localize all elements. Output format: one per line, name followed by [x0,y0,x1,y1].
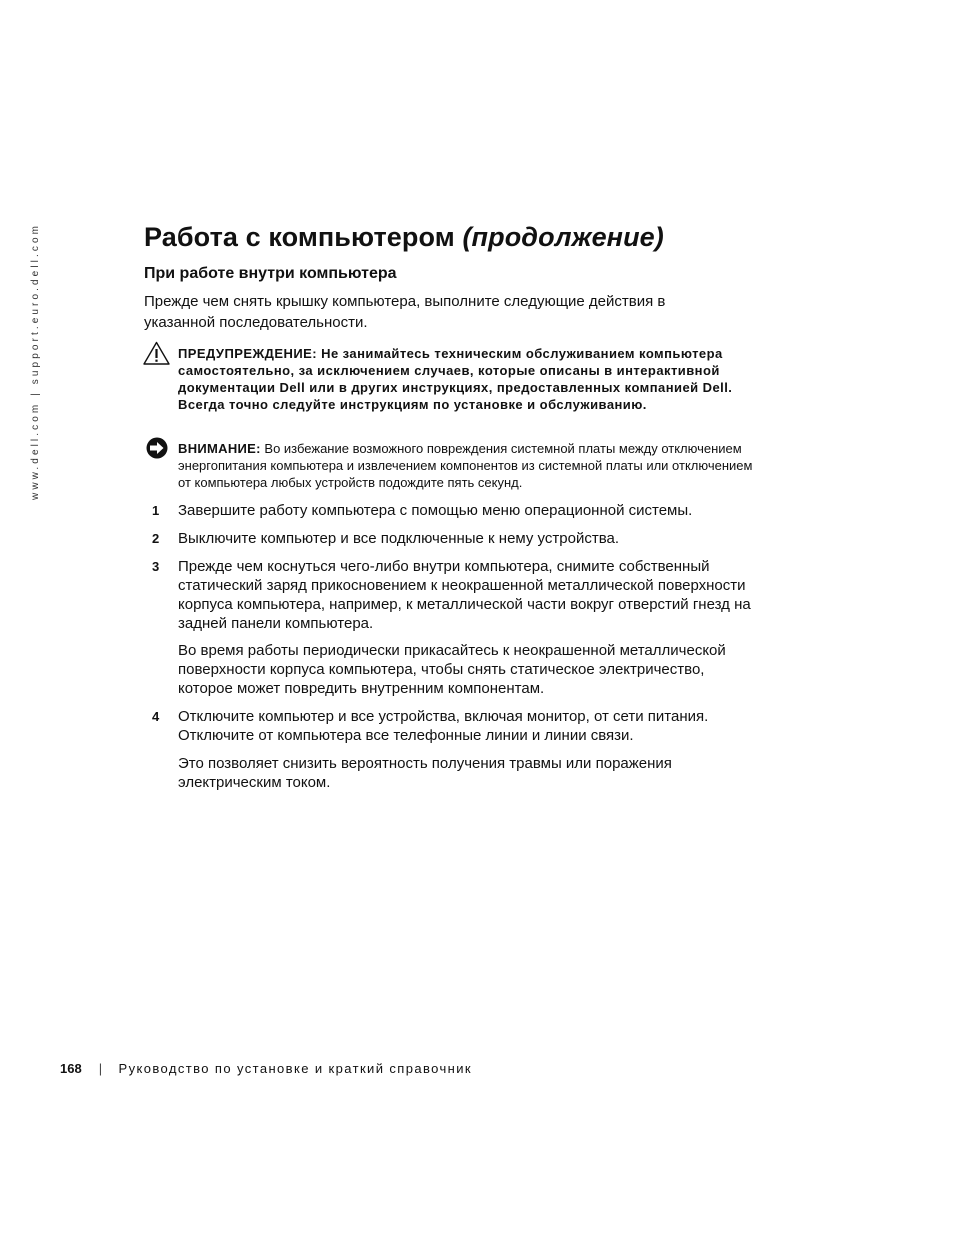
section-title: При работе внутри компьютера [144,265,397,282]
notice-arrow-icon [146,437,168,459]
page-title [144,222,664,253]
warning-triangle-icon [143,341,170,365]
step-text: Завершите работу компьютера с помощью меню операционной системы. [178,502,693,519]
notice-text [178,440,758,491]
step-text: Выключите компьютер и все подключенные к нему устройства. [178,530,620,547]
step-text: Прежде чем коснуться чего-либо внутри компьютера, снимите собственный статический заряд прикосновением к неокрашенной металлической поверхности корпуса компьютера, например, к металлической части вокруг отверстий гнезд на задней панели компьютера. [178,558,751,632]
warning-text: ПРЕДУПРЕЖДЕНИЕ: Не занимайтесь техническим обслуживанием компьютера самостоятельно, за исключением случаев, которые описаны в интерактивной документации Dell или в других инструкциях, предоставленных компанией Dell. Всегда точно следуйте инструкциям по установке и обслуживанию. [178,346,733,412]
side-url: www.dell.com | support.euro.dell.com [30,222,41,500]
step-text: Отключите компьютер и все устройства, включая монитор, от сети питания. Отключите от компьютера все телефонные линии и линии связи. [178,708,709,744]
page-title-continued: (продолжение) [462,222,664,252]
intro-paragraph: Прежде чем снять крышку компьютера, выполните следующие действия в указанной последовательности. [144,293,666,331]
step-number: 4 [152,709,160,724]
step-note: Это позволяет снизить вероятность получения травмы или поражения электрическим током. [178,755,672,791]
page-number: 168 [60,1061,82,1076]
step-note: Во время работы периодически прикасайтесь к неокрашенной металлической поверхности корпуса компьютера, чтобы снять статическое электричество, которое может повредить внутренним компонентам. [178,642,726,697]
notice-body: Во избежание возможного повреждения системной платы между отключением энергопитания компьютера и извлечением компонентов из системной платы или отключением от компьютера любых устройств подождите пять секунд. [178,441,753,490]
book-title: Руководство по установке и краткий справочник [118,1061,472,1076]
step-number: 2 [152,531,160,546]
step-number: 3 [152,559,160,574]
page-title-main: Работа с компьютером [144,222,455,252]
step-number: 1 [152,503,160,518]
notice-lead: ВНИМАНИЕ: [178,441,261,456]
page-footer [60,1061,472,1076]
footer-separator: | [98,1061,104,1076]
